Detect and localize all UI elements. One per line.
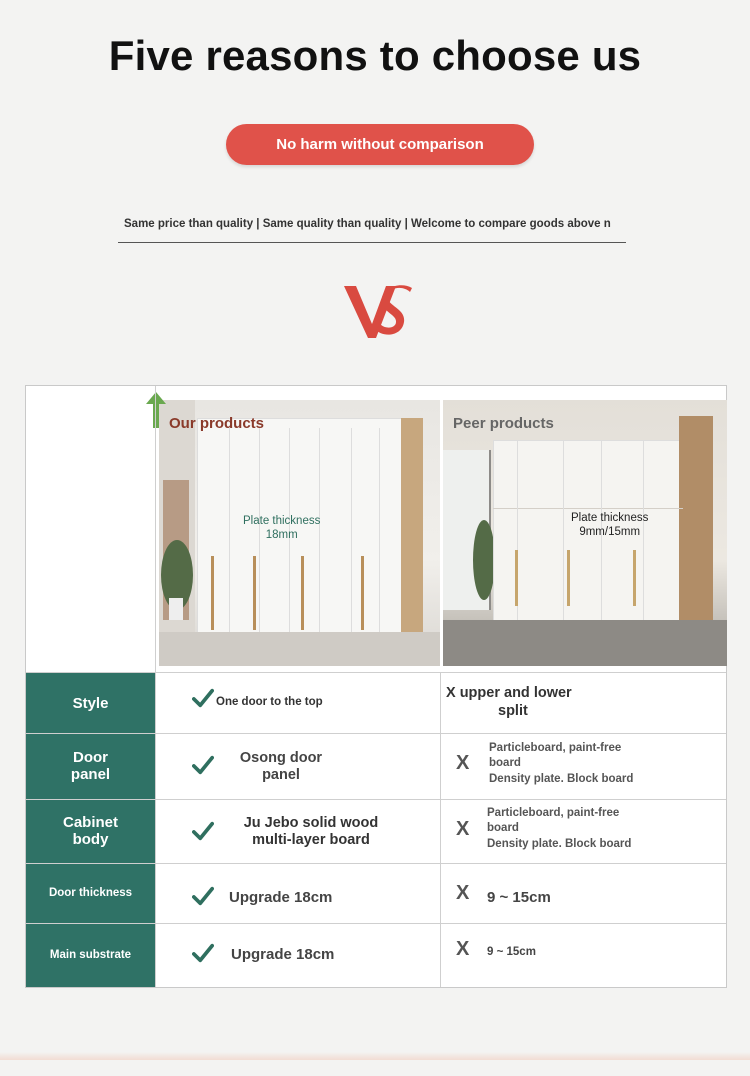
ours-door-panel-value: Osong door panel [239, 750, 323, 783]
comparison-pill-button[interactable]: No harm without comparison [226, 124, 534, 165]
row-header-style: Style [26, 673, 155, 733]
arrow-up-icon [144, 390, 168, 430]
comparison-table [25, 385, 727, 988]
x-icon: X [456, 752, 470, 774]
our-thickness-note: Plate thickness 18mm [243, 515, 321, 541]
row-header-cabinet-body: Cabinet body [26, 799, 155, 863]
x-icon: X [456, 882, 470, 904]
row-header-door-panel: Door panel [26, 733, 155, 799]
grid-line [26, 733, 726, 734]
peer-door-panel-value: Particleboard, paint-free board Density plate. Block board [489, 742, 634, 785]
grid-line [155, 386, 156, 987]
grid-line [26, 672, 726, 673]
peer-products-photo [443, 400, 727, 666]
peer-door-thickness-value: 9 ~ 15cm [487, 889, 551, 906]
check-icon [192, 942, 214, 969]
ours-door-thickness-value: Upgrade 18cm [229, 889, 333, 906]
vs-logo [340, 280, 414, 344]
ours-cabinet-body-value: Ju Jebo solid wood multi-layer board [243, 815, 379, 848]
grid-line [26, 923, 726, 924]
row-header-main-substrate: Main substrate [26, 923, 155, 987]
ours-style-value: One door to the top [216, 696, 323, 708]
tagline-divider [118, 242, 626, 243]
our-products-label: Our products [169, 415, 265, 432]
peer-style-value: X upper and lower split [446, 685, 572, 719]
grid-line [26, 863, 726, 864]
x-icon: X [456, 818, 470, 840]
table-corner [26, 386, 155, 673]
our-products-photo [159, 400, 440, 666]
check-icon [192, 687, 216, 711]
grid-line [26, 799, 726, 800]
check-icon [192, 885, 214, 912]
tagline: Same price than quality | Same quality than quality | Welcome to compare goods above n [124, 218, 611, 230]
x-icon: X [456, 938, 470, 960]
page-title: Five reasons to choose us [108, 32, 642, 79]
peer-main-substrate-value: 9 ~ 15cm [487, 946, 536, 958]
bottom-divider [0, 1052, 750, 1060]
peer-products-label: Peer products [453, 415, 554, 432]
peer-cabinet-body-value: Particleboard, paint-free board Density plate. Block board [487, 807, 632, 850]
check-icon [192, 820, 214, 847]
grid-line [440, 673, 441, 987]
row-header-door-thickness: Door thickness [26, 863, 155, 923]
peer-thickness-note: Plate thickness 9mm/15mm [571, 512, 649, 538]
check-icon [192, 754, 214, 781]
ours-main-substrate-value: Upgrade 18cm [231, 946, 335, 963]
